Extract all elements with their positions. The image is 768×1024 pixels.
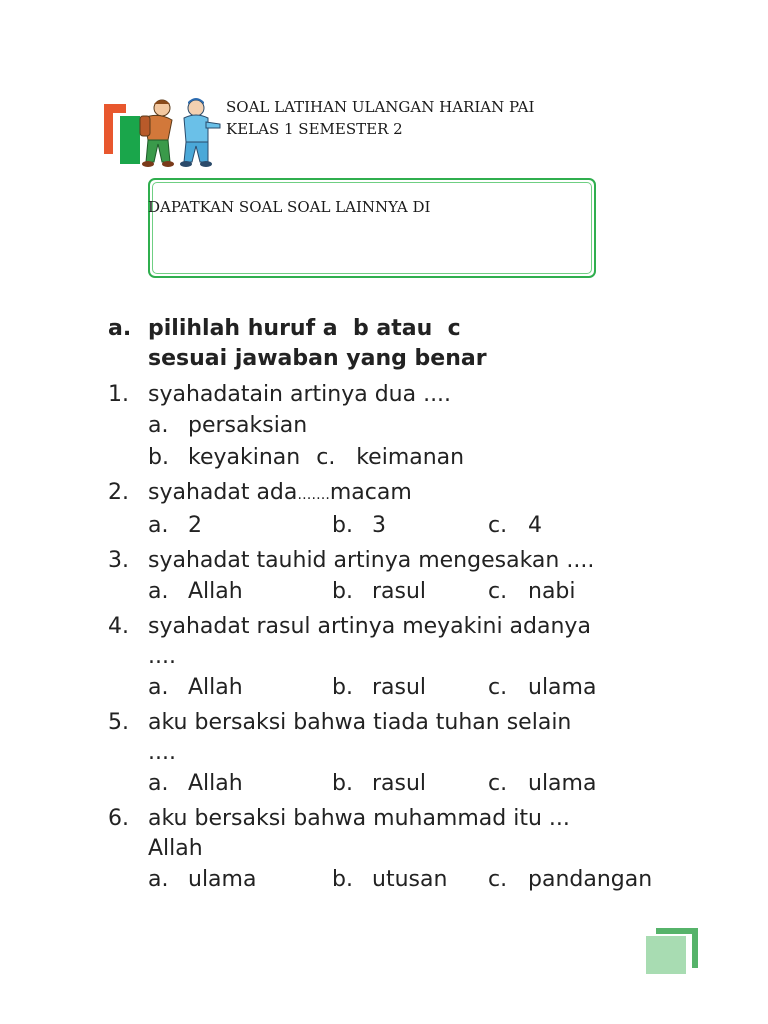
option-text: ulama xyxy=(528,771,597,796)
section-letter: a. xyxy=(108,316,132,341)
option-text: nabi xyxy=(528,579,576,604)
option-letter: c. xyxy=(488,675,508,700)
option-b xyxy=(332,576,488,608)
option-letter: b. xyxy=(332,579,353,604)
option-text: keimanan xyxy=(356,445,465,470)
question-2 xyxy=(108,478,708,542)
question-5 xyxy=(108,708,708,800)
corner-decoration-squares xyxy=(646,928,700,974)
option-letter: c. xyxy=(488,513,508,538)
option-letter: a. xyxy=(148,675,169,700)
option-text: Allah xyxy=(188,675,243,700)
cartoon-people-illustration xyxy=(134,96,226,168)
option-a xyxy=(148,576,332,608)
question-text: syahadat rasul artinya meyakini adanya xyxy=(148,614,591,639)
option-row xyxy=(148,442,708,474)
light-green-square xyxy=(646,936,686,974)
question-number: 5. xyxy=(108,710,129,735)
option-letter: b. xyxy=(332,675,353,700)
option-b xyxy=(148,442,316,474)
option-text: 4 xyxy=(528,513,542,538)
question-number: 2. xyxy=(108,480,129,505)
option-row xyxy=(148,768,708,800)
question-3 xyxy=(108,546,708,608)
option-b xyxy=(332,864,488,896)
question-text-continued: .... xyxy=(148,644,176,669)
option-text: pandangan xyxy=(528,867,653,892)
section-title-line-1: pilihlah huruf a b atau c xyxy=(148,316,461,341)
option-c xyxy=(316,442,464,474)
question-text xyxy=(148,478,708,510)
option-b xyxy=(332,672,488,704)
option-letter: b. xyxy=(332,513,353,538)
option-row xyxy=(148,576,708,608)
option-letter: a. xyxy=(148,579,169,604)
option-a xyxy=(148,768,332,800)
option-text: 2 xyxy=(188,513,202,538)
option-c xyxy=(488,510,542,542)
option-text: rasul xyxy=(372,771,427,796)
page-title xyxy=(226,96,534,140)
option-c xyxy=(488,768,596,800)
question-text-after: macam xyxy=(329,480,412,505)
option-letter: c. xyxy=(316,445,336,470)
section-title-line-2: sesuai jawaban yang benar xyxy=(148,346,487,371)
question-number: 3. xyxy=(108,548,129,573)
option-text: utusan xyxy=(372,867,448,892)
option-letter: a. xyxy=(148,867,169,892)
question-4 xyxy=(108,612,708,704)
option-a xyxy=(148,410,307,442)
question-text: aku bersaksi bahwa tiada tuhan selain xyxy=(148,710,572,735)
promo-text: DAPATKAN SOAL SOAL LAINNYA DI xyxy=(148,198,431,216)
option-a xyxy=(148,672,332,704)
option-c xyxy=(488,672,596,704)
option-row xyxy=(148,864,708,896)
option-a xyxy=(148,510,332,542)
question-text-before: syahadat ada xyxy=(148,480,298,505)
question-text-continued: .... xyxy=(148,740,176,765)
option-text: keyakinan xyxy=(188,445,301,470)
option-c xyxy=(488,864,652,896)
option-text: Allah xyxy=(188,579,243,604)
question-list xyxy=(108,314,708,896)
option-a xyxy=(148,864,332,896)
question-number: 6. xyxy=(108,806,129,831)
option-c xyxy=(488,576,576,608)
question-text: aku bersaksi bahwa muhammad itu ... xyxy=(148,806,570,831)
option-letter: a. xyxy=(148,513,169,538)
option-row xyxy=(148,410,708,442)
option-row xyxy=(148,510,708,542)
option-text: 3 xyxy=(372,513,386,538)
question-6 xyxy=(108,804,708,896)
option-letter: a. xyxy=(148,413,169,438)
title-line-1: SOAL LATIHAN ULANGAN HARIAN PAI xyxy=(226,98,535,116)
option-b xyxy=(332,768,488,800)
option-letter: a. xyxy=(148,771,169,796)
question-number: 4. xyxy=(108,614,129,639)
title-line-2: KELAS 1 SEMESTER 2 xyxy=(226,120,403,138)
question-dots: ……. xyxy=(297,487,330,503)
option-letter: b. xyxy=(148,445,169,470)
option-text: persaksian xyxy=(188,413,308,438)
promo-box xyxy=(148,178,596,278)
option-letter: b. xyxy=(332,771,353,796)
option-letter: c. xyxy=(488,771,508,796)
question-number: 1. xyxy=(108,382,129,407)
section-heading xyxy=(108,314,708,374)
option-letter: b. xyxy=(332,867,353,892)
option-text: rasul xyxy=(372,579,427,604)
question-text-continued: Allah xyxy=(148,836,203,861)
option-letter: c. xyxy=(488,867,508,892)
option-b xyxy=(332,510,488,542)
question-text: syahadatain artinya dua .... xyxy=(148,382,452,407)
option-row xyxy=(148,672,708,704)
option-letter: c. xyxy=(488,579,508,604)
question-text: syahadat tauhid artinya mengesakan .... xyxy=(148,548,595,573)
question-1 xyxy=(108,380,708,474)
option-text: ulama xyxy=(188,867,257,892)
option-text: rasul xyxy=(372,675,427,700)
option-text: ulama xyxy=(528,675,597,700)
option-text: Allah xyxy=(188,771,243,796)
